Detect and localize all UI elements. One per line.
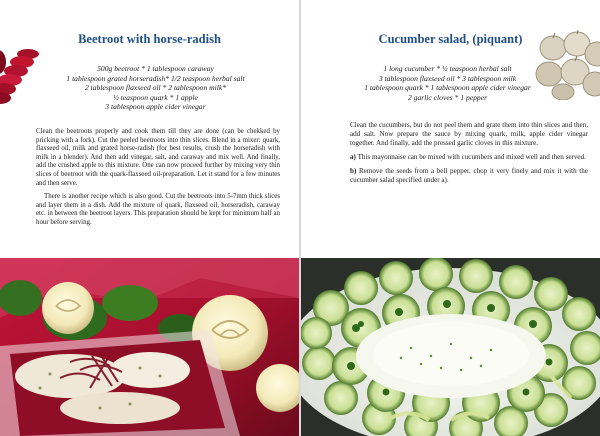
- ingredient-line: 3 tablespoon apple cider vinegar: [105, 102, 206, 112]
- right-ingredients-list: [325, 64, 570, 102]
- right-page: [301, 0, 600, 436]
- ingredient-line: ½ teaspoon quark * 1 apple: [113, 92, 198, 102]
- instruction-paragraph: Clean the beetroots properly and cook them till they are done (can be chekked by pricking with a fork). Cut the peeled beetroots into thin slices. Blend in a mixer: quark, flaxseed oil, milk and grated horse-radish (for best results, crush the horseradish with milk in a blender). And then add vinegar, salt, and caraway and mix well. And finally, add the crushed apple to this mixture. One can now proceed further by mixing very thin slices of beetroot with the quark-flaxseed oil-preparation. Let it stand for a few minutes and then serve.: [36, 128, 280, 187]
- right-recipe-title: Cucumber salad, (piquant): [378, 32, 523, 46]
- ingredient-line: 2 tablespoon flaxseed oil * 2 tablespoon milk*: [84, 83, 227, 93]
- ingredient-line: 2 garlic cloves * 1 pepper: [407, 92, 488, 102]
- instruction-paragraph: Clean the cucumbers, but do not peel them and grate them into thin slices and then, add salt. Now prepare the sauce by mixing quark, milk, apple cider vinegar together. And finally, add the pressed garlic cloves in this mixture.: [350, 121, 588, 147]
- option-paragraph: [350, 153, 588, 162]
- option-text: This mayonnaise can be mixed with cucumbers and mixed well and then served.: [357, 152, 586, 161]
- option-text: Remove the seeds from a bell pepper, chop it very finely and mix it with the cucumber salad specified under a).: [350, 166, 588, 184]
- right-instructions: [350, 121, 588, 189]
- left-page: [0, 0, 299, 436]
- option-paragraph: [350, 167, 588, 185]
- instruction-paragraph: There is another recipe which is also good. Cut the beetroots into 5-7mm thick slices and layer them in a dish. Add the mixture of quark, flaxseed oil, horseradish, caraway etc. in between the beetroot layers. This preparation should be kept for minimum half an hour before serving.: [36, 193, 280, 226]
- cucumber-salad-photo: [301, 258, 600, 436]
- option-label: a): [350, 152, 356, 161]
- ingredient-line: 500g beetroot * 1 tablespoon caraway: [97, 64, 214, 73]
- ingredient-line: 3 tablespoon flaxseed oil * 3 tablespoon milk: [378, 73, 517, 83]
- beetroot-dish-photo: [0, 258, 299, 436]
- left-recipe-title: Beetroot with horse-radish: [78, 32, 221, 46]
- ingredient-line: 1 tablespoon grated horseradish* 1/2 teaspoon herbal salt: [66, 73, 245, 83]
- ingredient-line: 1 long cucumber * ½ teaspoon herbal salt: [383, 64, 512, 73]
- option-label: b): [350, 166, 357, 175]
- left-instructions: [36, 128, 280, 233]
- left-ingredients-list: [30, 64, 281, 112]
- ingredient-line: 1 tablespoon quark * 1 tablespoon apple cider vinegar: [364, 83, 531, 93]
